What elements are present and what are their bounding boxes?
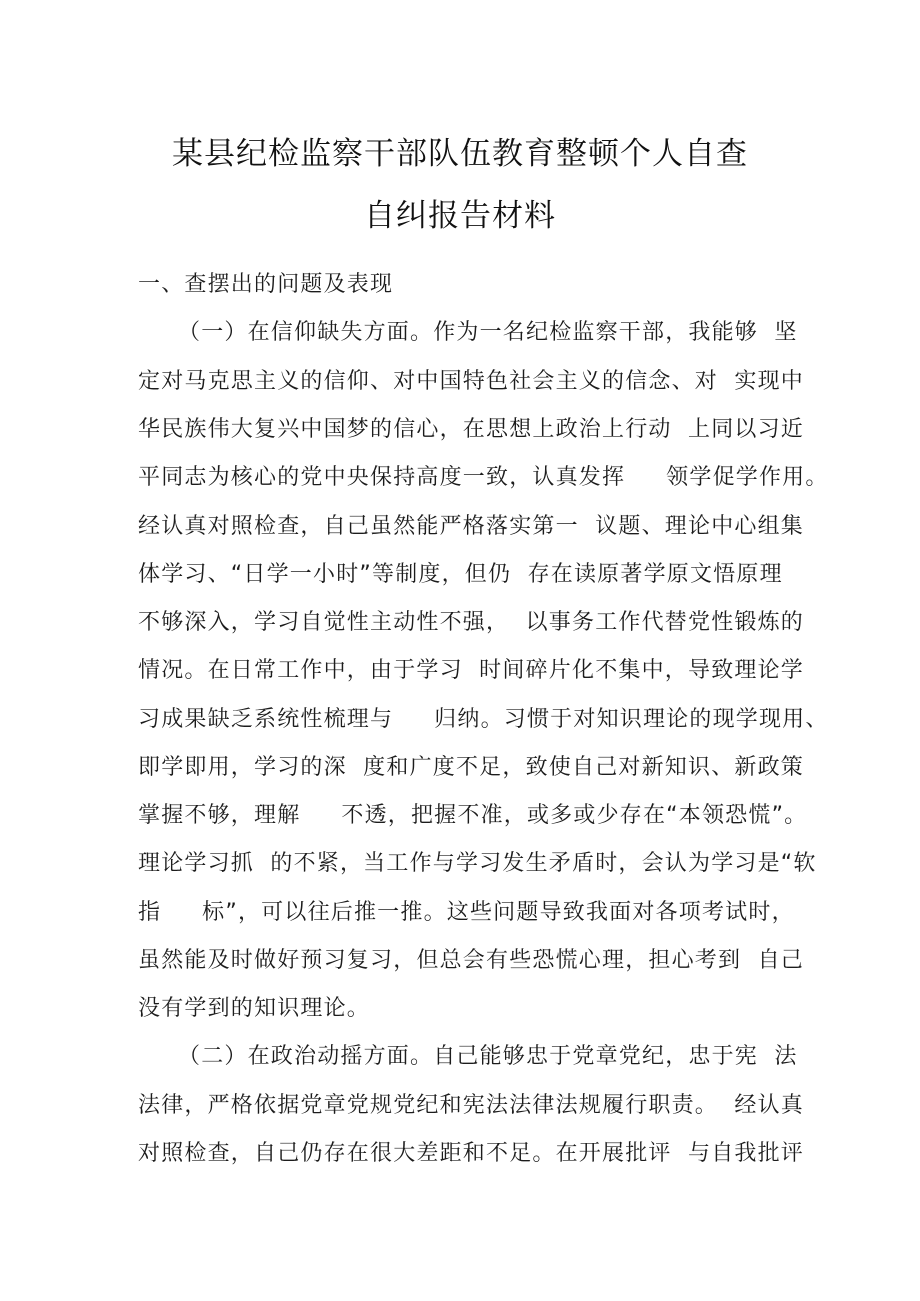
paragraph-line: 不够深入，学习自觉性主动性不强， 以事务工作代替党性锻炼的 (138, 610, 804, 635)
paragraph-line: 法律，严格依据党章党规党纪和宪法法律法规履行职责。 经认真 (138, 1093, 804, 1118)
paragraph-line: 平同志为核心的党中央保持高度一致，认真发挥 领学促学作用。 (138, 465, 829, 490)
section-heading: 一、查摆出的问题及表现 (138, 272, 394, 297)
paragraph-line: 华民族伟大复兴中国梦的信心，在思想上政治上行动 上同以习近 (138, 417, 804, 442)
paragraph-line: 虽然能及时做好预习复习，但总会有些恐慌心理，担心考到 自己 (138, 948, 804, 973)
paragraph-line: 习成果缺乏系统性梳理与 归纳。习惯于对知识理论的现学现用、 (138, 707, 829, 732)
paragraph-line: 经认真对照检查，自己虽然能严格落实第一 议题、理论中心组集 (138, 514, 804, 539)
paragraph-line: （一）在信仰缺失方面。作为一名纪检监察干部，我能够 坚 (178, 320, 798, 345)
paragraph-line: 体学习、“日学一小时”等制度，但仍 存在读原著学原文悟原理 (138, 562, 783, 587)
paragraph-line: （二）在政治动摇方面。自己能够忠于党章党纪，忠于宪 法 (178, 1044, 798, 1069)
paragraph-line: 理论学习抓 的不紧，当工作与学习发生矛盾时，会认为学习是“软 (138, 851, 817, 876)
paragraph-line: 即学即用，学习的深 度和广度不足，致使自己对新知识、新政策 (138, 755, 804, 780)
paragraph-line: 定对马克思主义的信仰、对中国特色社会主义的信念、对 实现中 (138, 369, 804, 394)
document-title-line-2: 自纠报告材料 (364, 198, 556, 234)
paragraph-line: 掌握不够，理解 不透，把握不准，或多或少存在“本领恐慌”。 (138, 803, 808, 828)
paragraph-line: 情况。在日常工作中，由于学习 时间碎片化不集中，导致理论学 (138, 658, 804, 683)
paragraph-line: 没有学到的知识理论。 (138, 996, 371, 1021)
paragraph-line: 指 标”，可以往后推一推。这些问题导致我面对各项考试时， (138, 900, 795, 925)
paragraph-line: 对照检查，自己仍存在很大差距和不足。在开展批评 与自我批评 (138, 1141, 804, 1166)
document-title-line-1: 某县纪检监察干部队伍教育整顿个人自查 (172, 136, 748, 172)
